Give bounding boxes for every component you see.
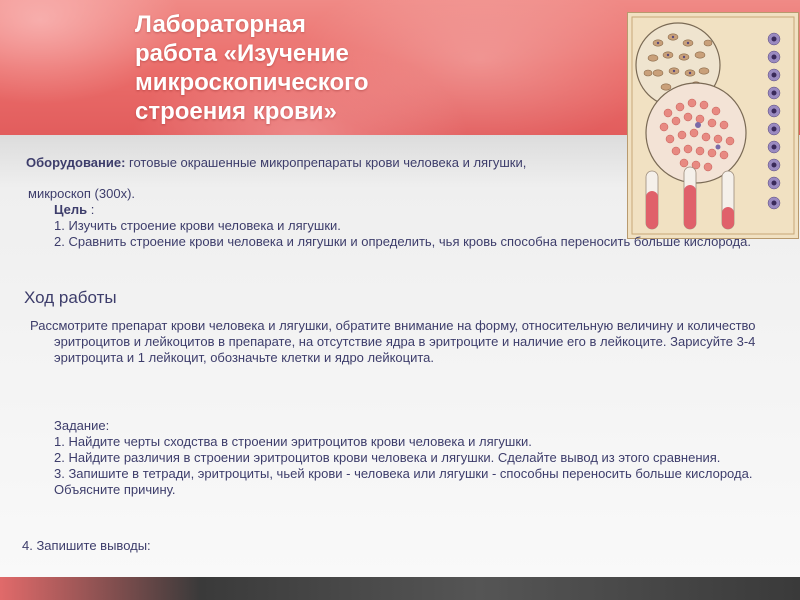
- task-block: [54, 418, 754, 498]
- procedure-paragraph: Рассмотрите препарат крови человека и лягушки, обратите внимание на форму, относительную величину и количество эритроцитов и лейкоцитов в препарате, на отсутствие ядра в эритроците и наличие его в лейкоците. Зарисуйте 3-4 эритроцита и 1 лейкоцит, обозначьте клетки и ядро лейкоцита.: [30, 318, 756, 365]
- equipment-line-2: микроскоп (300х).: [28, 186, 136, 201]
- task-item-3: 3. Запишите в тетради, эритроциты, чьей крови - человека или лягушки - способны переносить больше кислорода. Объясните причину.: [54, 466, 753, 497]
- footer-bar: [0, 577, 800, 600]
- goal-item-2: 2. Сравнить строение крови человека и лягушки и определить, чья кровь способна переносить больше кислорода.: [54, 234, 751, 249]
- goal-block: [54, 202, 754, 250]
- task-item-2: 2. Найдите различия в строении эритроцитов крови человека и лягушки. Сделайте вывод из этого сравнения.: [54, 450, 721, 465]
- goal-label: Цель: [54, 202, 88, 217]
- equipment-text: готовые окрашенные микропрепараты крови человека и лягушки,: [125, 155, 527, 170]
- task-label: Задание:: [54, 418, 110, 433]
- goal-colon: :: [87, 202, 95, 217]
- slide-title: Лабораторная работа «Изучение микроскопического строения крови»: [135, 11, 369, 125]
- procedure-heading: Ход работы: [24, 288, 117, 307]
- goal-heading: [54, 202, 754, 218]
- procedure-text: [30, 318, 774, 366]
- task-item-1: 1. Найдите черты сходства в строении эритроцитов крови человека и лягушки.: [54, 434, 532, 449]
- equipment-line: [26, 155, 626, 171]
- goal-item-1: 1. Изучить строение крови человека и лягушки.: [54, 218, 341, 233]
- equipment-label: Оборудование:: [26, 155, 126, 170]
- final-instruction: 4. Запишите выводы:: [22, 538, 151, 553]
